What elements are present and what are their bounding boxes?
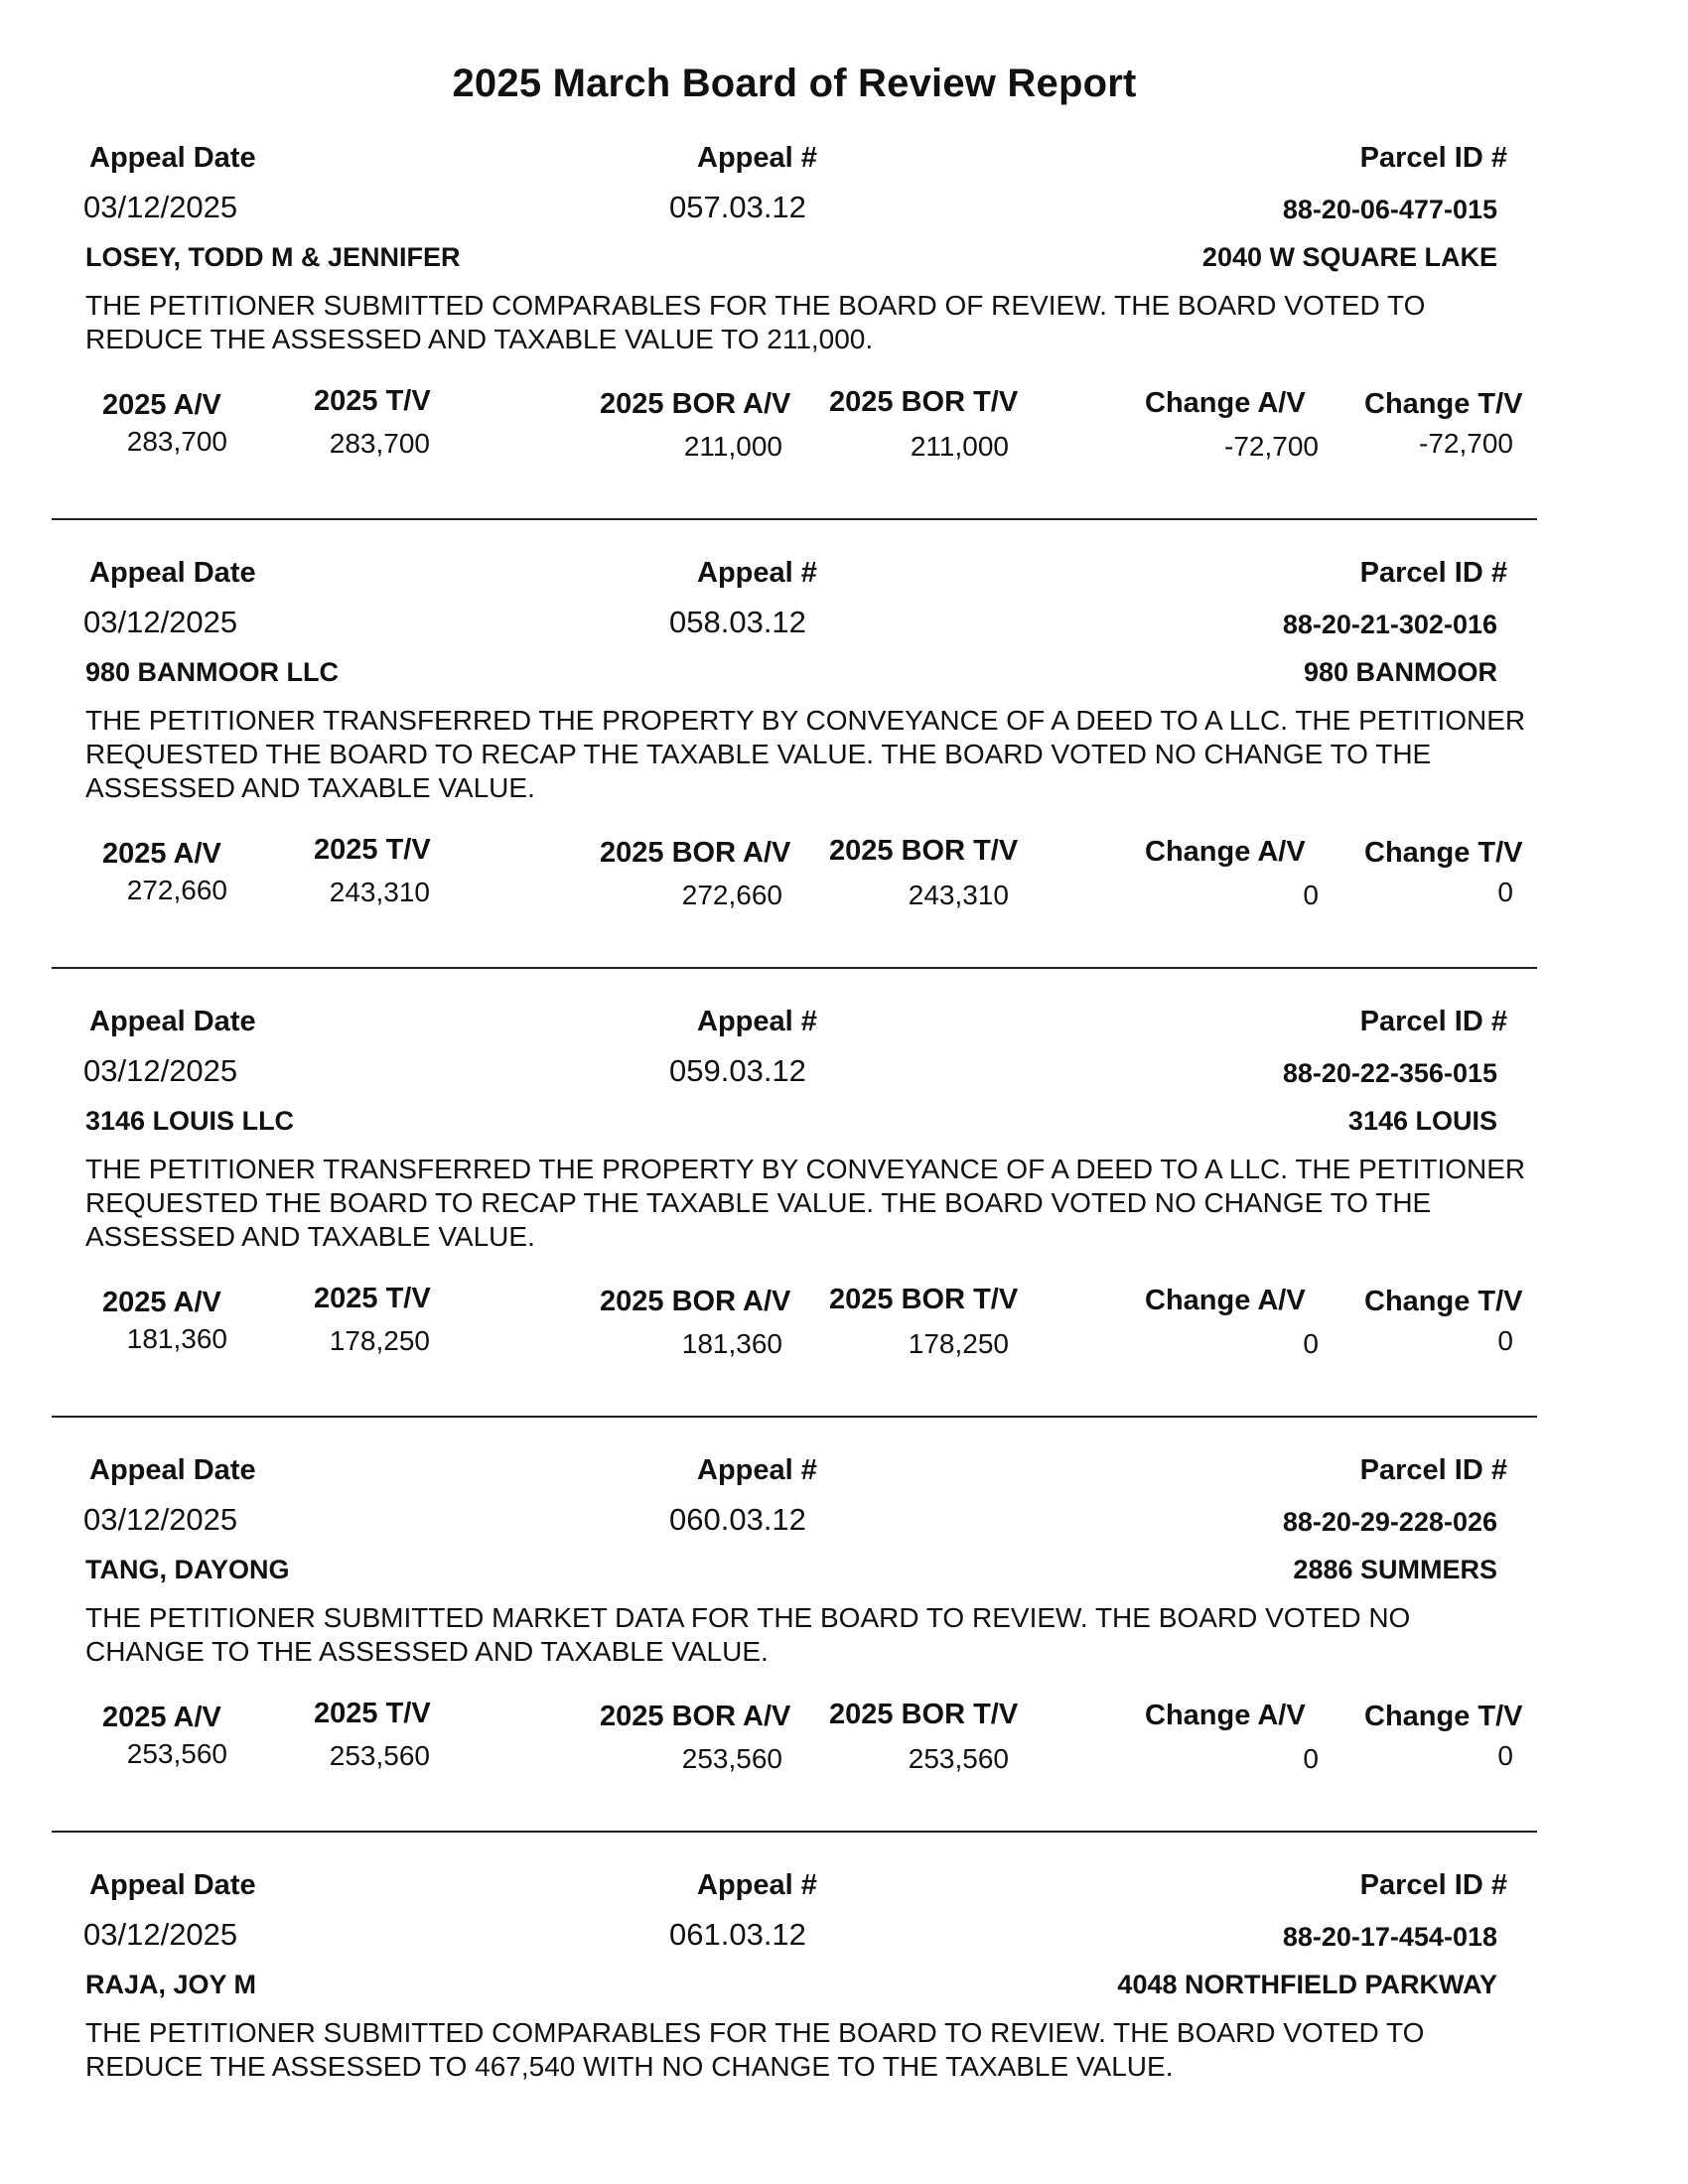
av-header: 2025 A/V [102,838,221,870]
appeal-date-value: 03/12/2025 [83,190,238,224]
appeal-number-label: Appeal # [697,142,817,174]
av-value: 272,660 [126,875,227,905]
bor-av-value: 253,560 [681,1743,782,1774]
tv-header: 2025 T/V [314,1698,431,1729]
av-value: 181,360 [126,1323,227,1354]
bor-av-header: 2025 BOR A/V [600,388,791,420]
parcel-id-label: Parcel ID # [1359,1454,1507,1486]
appeal-record [0,415,1688,910]
owner-name: TANG, DAYONG [85,1555,290,1584]
change-av-header: Change A/V [1145,1700,1306,1731]
appeal-date-value: 03/12/2025 [83,1053,238,1088]
appeal-record [0,1727,1688,2174]
change-av-header: Change A/V [1145,836,1306,868]
owner-name: LOSEY, TODD M & JENNIFER [85,242,461,272]
appeal-date-label: Appeal Date [89,1454,256,1486]
bor-av-value: 211,000 [683,431,782,462]
parcel-id-label: Parcel ID # [1359,142,1507,174]
appeal-number-label: Appeal # [697,1454,817,1486]
appeal-date-label: Appeal Date [89,142,256,174]
appeal-number-label: Appeal # [697,1869,817,1901]
tv-header: 2025 T/V [314,834,431,866]
owner-name: RAJA, JOY M [85,1970,257,1999]
tv-value: 178,250 [329,1325,430,1356]
appeal-number-value: 057.03.12 [669,190,806,224]
bor-tv-header: 2025 BOR T/V [829,1284,1019,1315]
parcel-id-value: 88-20-22-356-015 [1282,1058,1497,1088]
change-tv-header: Change T/V [1364,388,1523,420]
parcel-id-label: Parcel ID # [1359,1006,1507,1037]
property-address: 2040 W SQUARE LAKE [1201,242,1497,272]
av-header: 2025 A/V [102,389,221,421]
appeal-number-label: Appeal # [697,557,817,589]
board-decision-text: THE PETITIONER TRANSFERRED THE PROPERTY BY CONVEYANCE OF A DEED TO A LLC. THE PETITIONER REQUESTED THE BOARD TO RECAP THE TAXABLE VALUE. THE BOARD VOTED NO CHANGE TO THE ASSESSED AND TAXABLE VALUE. [85,1154,1526,1252]
property-address: 3146 LOUIS [1347,1106,1497,1136]
av-header: 2025 A/V [102,1287,221,1318]
change-tv-value: 0 [1497,877,1513,907]
appeal-date-value: 03/12/2025 [83,1502,238,1537]
bor-tv-value: 178,250 [908,1328,1009,1359]
board-decision-text: THE PETITIONER SUBMITTED MARKET DATA FOR THE BOARD TO REVIEW. THE BOARD VOTED NO CHANGE TO THE ASSESSED AND TAXABLE VALUE. [85,1602,1411,1667]
tv-value: 253,560 [329,1740,430,1771]
owner-name: 3146 LOUIS LLC [85,1106,295,1136]
bor-tv-header: 2025 BOR T/V [829,386,1019,418]
parcel-id-value: 88-20-06-477-015 [1282,195,1497,224]
change-av-value: 0 [1303,1328,1319,1359]
appeal-record [0,864,1688,1359]
parcel-id-value: 88-20-21-302-016 [1282,610,1497,639]
appeal-date-value: 03/12/2025 [83,605,238,639]
appeal-date-label: Appeal Date [89,557,256,589]
change-av-header: Change A/V [1145,1285,1306,1316]
tv-header: 2025 T/V [314,385,431,417]
appeal-number-value: 058.03.12 [669,605,806,639]
bor-av-header: 2025 BOR A/V [600,837,791,869]
change-tv-value: 0 [1497,1740,1513,1771]
av-value: 283,700 [126,426,227,457]
bor-tv-value: 243,310 [908,880,1009,910]
bor-av-value: 272,660 [681,880,782,910]
property-address: 2886 SUMMERS [1293,1555,1497,1584]
parcel-id-value: 88-20-29-228-026 [1282,1507,1497,1537]
change-tv-header: Change T/V [1364,1701,1523,1732]
change-av-value: -72,700 [1224,431,1319,462]
bor-tv-value: 253,560 [908,1743,1009,1774]
change-av-header: Change A/V [1145,387,1306,419]
bor-tv-header: 2025 BOR T/V [829,835,1019,867]
change-tv-header: Change T/V [1364,837,1523,869]
av-header: 2025 A/V [102,1702,221,1733]
change-av-value: 0 [1303,880,1319,910]
change-tv-header: Change T/V [1364,1286,1523,1317]
board-decision-text: THE PETITIONER SUBMITTED COMPARABLES FOR THE BOARD TO REVIEW. THE BOARD VOTED TO REDUCE THE ASSESSED TO 467,540 WITH NO CHANGE TO THE TAXABLE VALUE. [85,2017,1425,2082]
board-decision-text: THE PETITIONER TRANSFERRED THE PROPERTY BY CONVEYANCE OF A DEED TO A LLC. THE PETITIONER REQUESTED THE BOARD TO RECAP THE TAXABLE VALUE. THE BOARD VOTED NO CHANGE TO THE ASSESSED AND TAXABLE VALUE. [85,705,1526,803]
av-value: 253,560 [126,1738,227,1769]
tv-value: 283,700 [329,428,430,459]
page-title: 2025 March Board of Review Report [452,62,1137,105]
bor-tv-header: 2025 BOR T/V [829,1699,1019,1730]
appeal-number-value: 061.03.12 [669,1917,806,1952]
bor-tv-value: 211,000 [910,431,1009,462]
appeal-date-value: 03/12/2025 [83,1917,238,1952]
appeal-number-value: 059.03.12 [669,1053,806,1088]
board-decision-text: THE PETITIONER SUBMITTED COMPARABLES FOR THE BOARD OF REVIEW. THE BOARD VOTED TO REDUCE THE ASSESSED AND TAXABLE VALUE TO 211,000. [85,290,1426,354]
change-av-value: 0 [1303,1743,1319,1774]
appeal-number-value: 060.03.12 [669,1502,806,1537]
owner-name: 980 BANMOOR LLC [85,657,340,687]
bor-av-value: 181,360 [681,1328,782,1359]
tv-value: 243,310 [329,877,430,907]
parcel-id-label: Parcel ID # [1359,1869,1507,1901]
appeal-number-label: Appeal # [697,1006,817,1037]
appeal-date-label: Appeal Date [89,1869,256,1901]
property-address: 980 BANMOOR [1303,657,1497,687]
bor-av-header: 2025 BOR A/V [600,1701,791,1732]
bor-av-header: 2025 BOR A/V [600,1286,791,1317]
parcel-id-label: Parcel ID # [1359,557,1507,589]
change-tv-value: 0 [1497,1325,1513,1356]
property-address: 4048 NORTHFIELD PARKWAY [1117,1970,1497,1999]
tv-header: 2025 T/V [314,1283,431,1314]
appeal-date-label: Appeal Date [89,1006,256,1037]
appeal-record [0,1312,1688,1774]
change-tv-value: -72,700 [1419,428,1513,459]
parcel-id-value: 88-20-17-454-018 [1282,1922,1497,1952]
appeal-record [0,0,1688,462]
